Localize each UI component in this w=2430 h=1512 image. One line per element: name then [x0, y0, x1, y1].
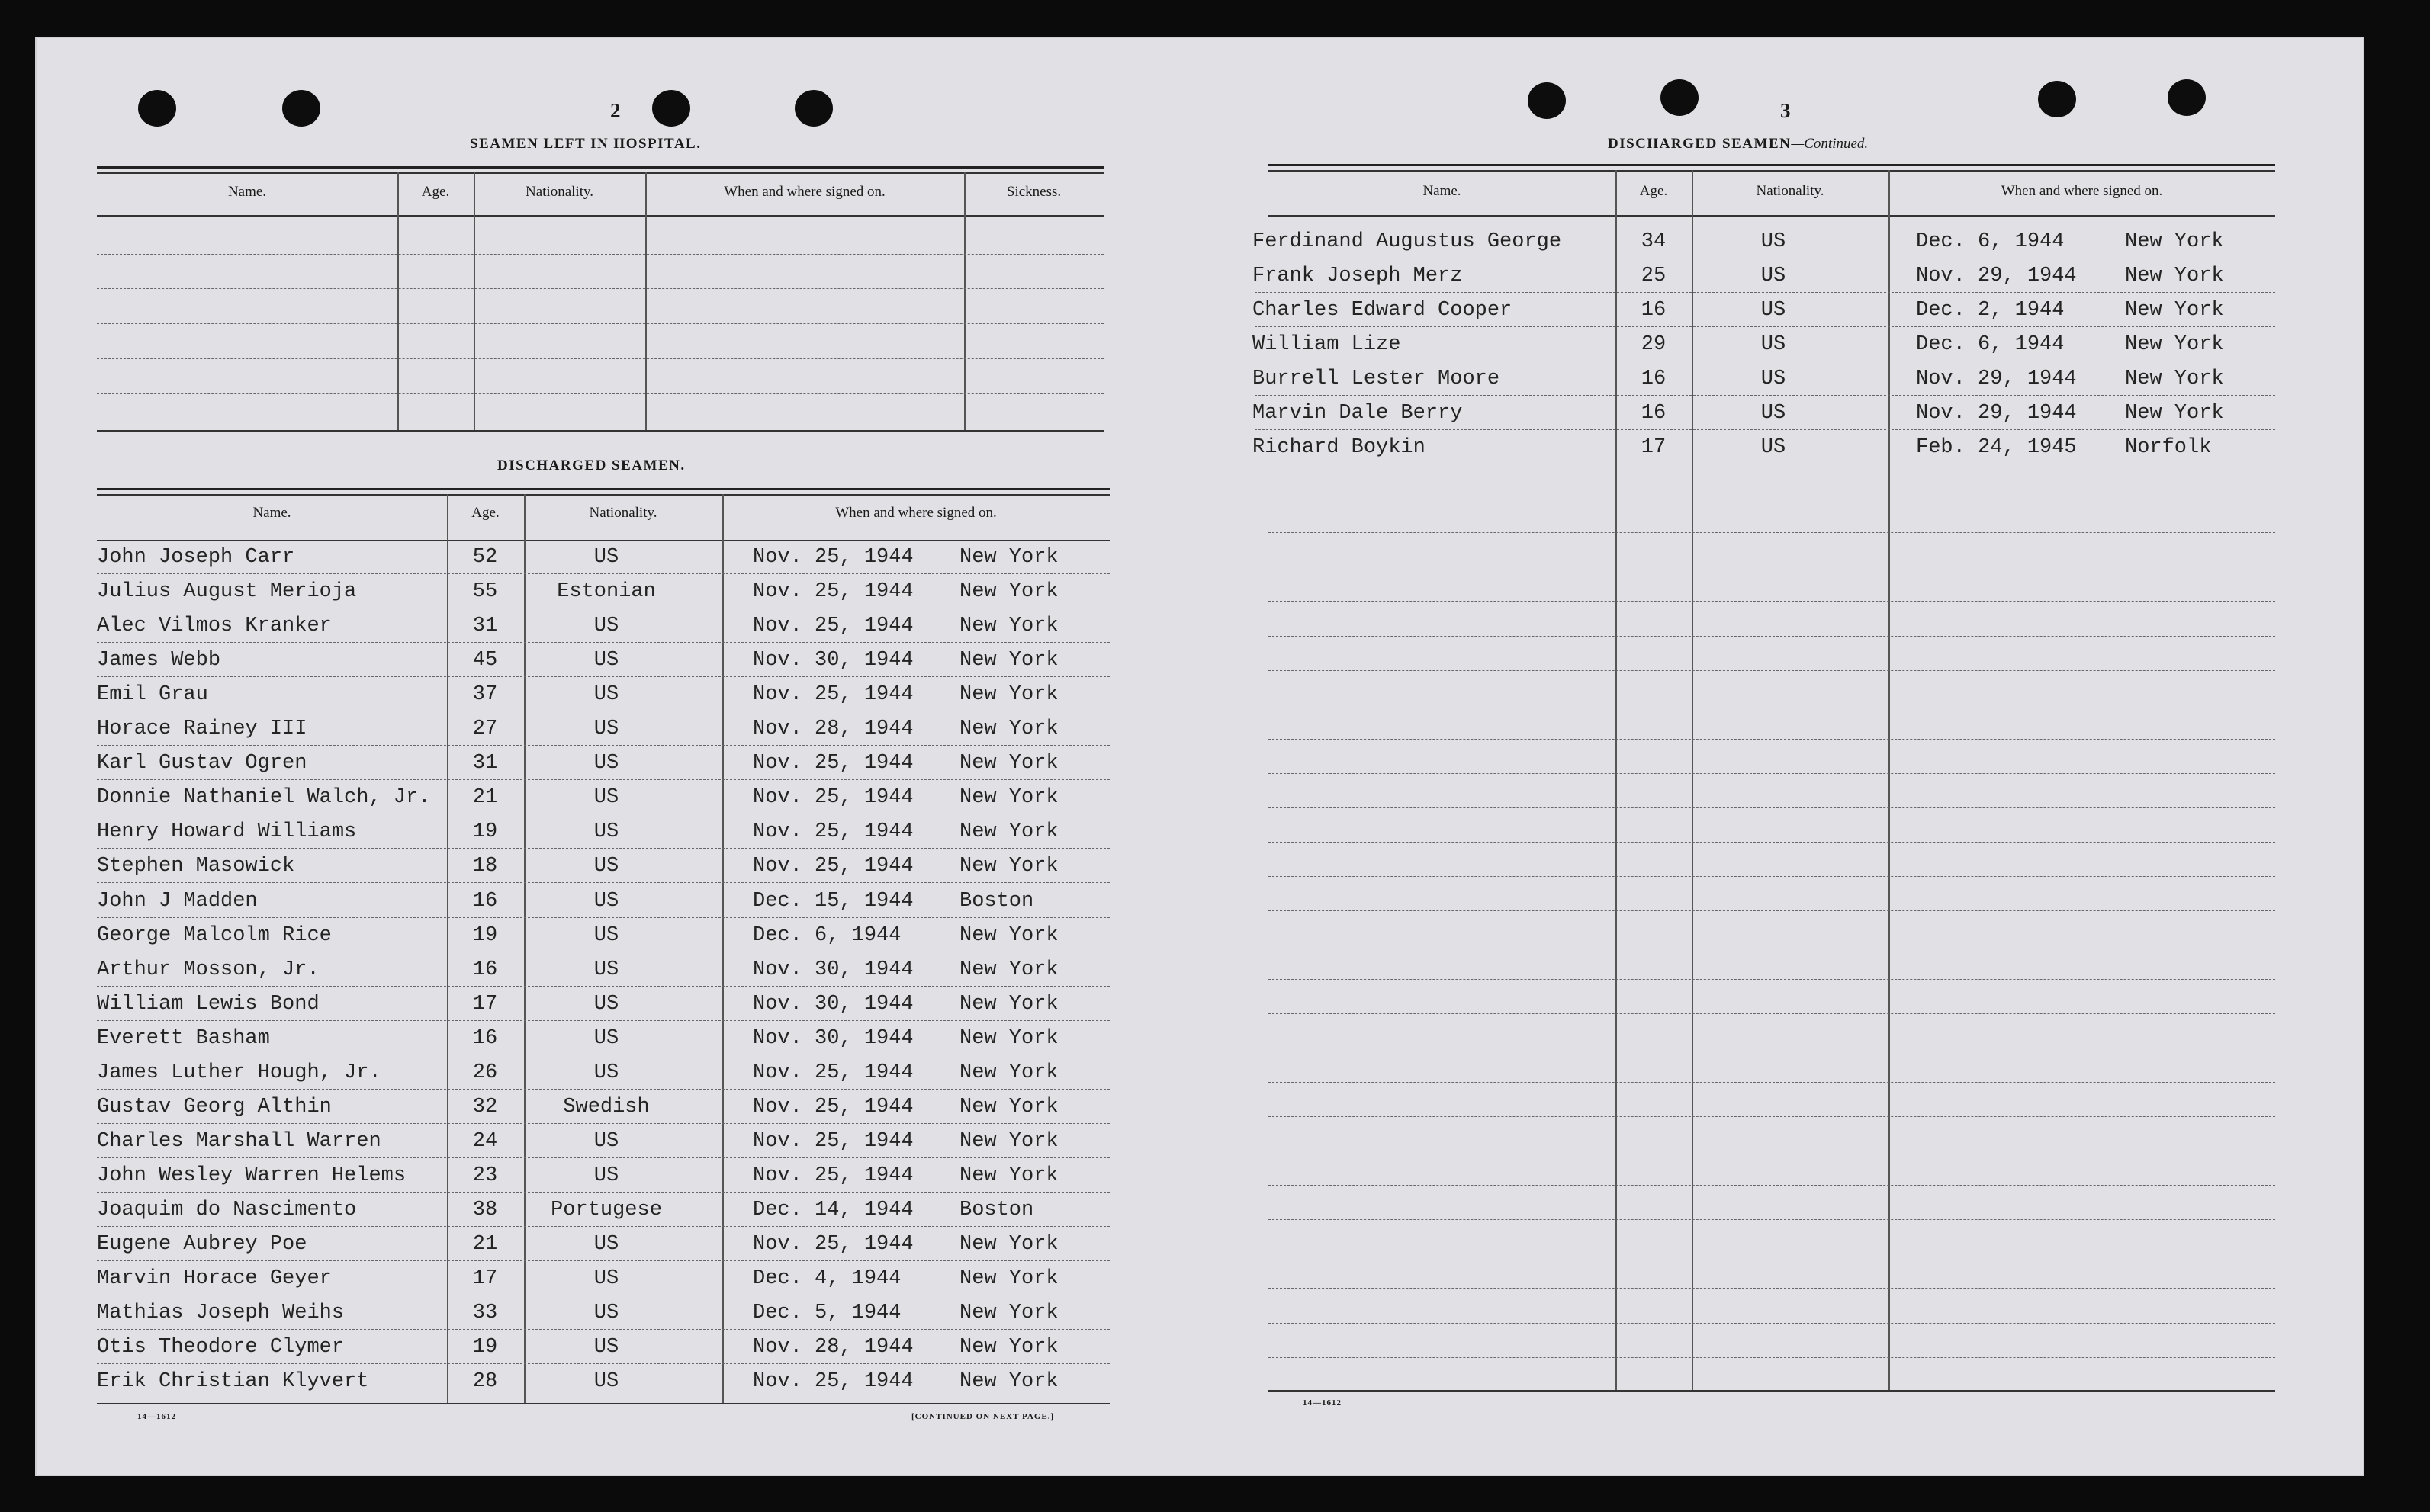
table-row: [97, 1264, 1110, 1298]
ruled-line: [1255, 326, 2275, 327]
column-header-sickness: Sickness.: [1006, 184, 1062, 200]
signed-on-date: Nov. 25, 1944: [753, 1233, 914, 1256]
seaman-nationality: US: [593, 1233, 619, 1256]
signed-on-place: New York: [959, 1164, 1059, 1187]
divider: [97, 166, 1104, 169]
signed-on-place: New York: [2125, 368, 2224, 391]
ruled-line: [1268, 910, 2275, 911]
seaman-name: William Lize: [1252, 333, 1401, 357]
signed-on-place: New York: [959, 1267, 1059, 1291]
ruled-line: [97, 358, 1104, 359]
seaman-nationality: Swedish: [563, 1095, 650, 1119]
signed-on-date: Feb. 24, 1945: [1916, 436, 2077, 460]
form-number: 14—1612: [137, 1412, 176, 1421]
seaman-age: 32: [472, 1095, 498, 1119]
table-row: [97, 1024, 1110, 1058]
signed-on-date: Dec. 6, 1944: [1916, 333, 2065, 357]
column-header-age: Age.: [471, 505, 500, 521]
signed-on-place: New York: [959, 649, 1059, 673]
seaman-name: Julius August Merioja: [97, 580, 357, 604]
seaman-age: 17: [1641, 436, 1667, 460]
seaman-name: Richard Boykin: [1252, 436, 1426, 460]
column-divider: [645, 172, 647, 430]
signed-on-date: Nov. 29, 1944: [1916, 368, 2077, 391]
signed-on-date: Nov. 25, 1944: [753, 786, 914, 810]
divider: [97, 172, 1104, 174]
signed-on-date: Nov. 30, 1944: [753, 1026, 914, 1050]
seaman-age: 34: [1641, 230, 1667, 253]
punch-hole: [795, 90, 833, 127]
ruled-line: [97, 323, 1104, 324]
signed-on-place: New York: [959, 615, 1059, 638]
column-header-signed-on: When and where signed on.: [724, 184, 886, 200]
seaman-age: 17: [472, 992, 498, 1016]
divider: [97, 494, 1110, 496]
signed-on-date: Dec. 2, 1944: [1916, 299, 2065, 323]
signed-on-date: Dec. 14, 1944: [753, 1198, 914, 1221]
table-row: [1252, 262, 2275, 295]
seaman-nationality: US: [1760, 436, 1786, 460]
seaman-nationality: US: [1760, 265, 1786, 288]
divider: [97, 1403, 1110, 1404]
signed-on-place: New York: [959, 1026, 1059, 1050]
ruled-line: [1268, 1323, 2275, 1324]
seaman-name: Donnie Nathaniel Walch, Jr.: [97, 786, 431, 810]
ruled-line: [97, 393, 1104, 394]
seaman-age: 33: [472, 1302, 498, 1325]
seaman-name: Erik Christian Klyvert: [97, 1370, 369, 1394]
signed-on-place: New York: [2125, 230, 2224, 253]
seaman-age: 25: [1641, 265, 1667, 288]
header-rule: [1268, 215, 2275, 217]
signed-on-place: New York: [959, 855, 1059, 878]
ruled-line: [1268, 842, 2275, 843]
ruled-line: [97, 1192, 1110, 1193]
signed-on-date: Nov. 25, 1944: [753, 580, 914, 604]
seaman-age: 31: [472, 615, 498, 638]
seaman-name: Karl Gustav Ogren: [97, 752, 307, 775]
ruled-line: [97, 1363, 1110, 1364]
seaman-nationality: US: [593, 1267, 619, 1291]
seaman-name: James Luther Hough, Jr.: [97, 1061, 381, 1084]
ruled-line: [1255, 429, 2275, 430]
divider: [1268, 170, 2275, 172]
seaman-name: Marvin Dale Berry: [1252, 402, 1463, 425]
continued-note: [CONTINUED ON NEXT PAGE.]: [911, 1412, 1055, 1421]
hospital-section-title: SEAMEN LEFT IN HOSPITAL.: [470, 136, 702, 152]
column-divider: [964, 172, 966, 430]
signed-on-place: Boston: [959, 889, 1034, 913]
table-row: [97, 1230, 1110, 1263]
signed-on-date: Nov. 25, 1944: [753, 1129, 914, 1153]
seaman-age: 19: [472, 1336, 498, 1360]
ruled-line: [1268, 807, 2275, 808]
seaman-name: Emil Grau: [97, 683, 208, 707]
seaman-name: Burrell Lester Moore: [1252, 368, 1500, 391]
signed-on-date: Dec. 6, 1944: [1916, 230, 2065, 253]
seaman-nationality: US: [593, 820, 619, 844]
table-row: [97, 852, 1110, 885]
signed-on-place: New York: [959, 958, 1059, 981]
ruled-line: [1268, 876, 2275, 877]
signed-on-date: Nov. 25, 1944: [753, 855, 914, 878]
table-row: [97, 1299, 1110, 1332]
seaman-nationality: US: [593, 717, 619, 741]
table-row: [1252, 433, 2275, 467]
divider: [97, 488, 1110, 490]
signed-on-place: Norfolk: [2125, 436, 2212, 460]
column-header-signed-on: When and where signed on.: [835, 505, 997, 521]
page-number: 3: [1780, 99, 1791, 122]
column-header-signed-on: When and where signed on.: [2001, 183, 2163, 199]
signed-on-date: Nov. 30, 1944: [753, 958, 914, 981]
table-row: [97, 749, 1110, 782]
punch-hole: [652, 90, 690, 127]
signed-on-date: Dec. 4, 1944: [753, 1267, 902, 1291]
seaman-nationality: US: [593, 1026, 619, 1050]
ruled-line: [97, 573, 1110, 574]
signed-on-date: Nov. 29, 1944: [1916, 265, 2077, 288]
table-row: [97, 921, 1110, 955]
seaman-age: 21: [472, 786, 498, 810]
seaman-age: 16: [1641, 299, 1667, 323]
seaman-age: 21: [472, 1233, 498, 1256]
ruled-line: [97, 917, 1110, 918]
ruled-line: [1268, 1219, 2275, 1220]
seaman-name: Gustav Georg Althin: [97, 1095, 332, 1119]
signed-on-place: New York: [959, 1095, 1059, 1119]
seaman-name: Charles Edward Cooper: [1252, 299, 1512, 323]
ruled-line: [97, 1226, 1110, 1227]
form-number: 14—1612: [1303, 1398, 1342, 1408]
signed-on-date: Dec. 6, 1944: [753, 923, 902, 947]
seaman-name: Arthur Mosson, Jr.: [97, 958, 320, 981]
seaman-nationality: US: [593, 1129, 619, 1153]
table-row: [97, 1333, 1110, 1366]
seaman-nationality: Estonian: [557, 580, 656, 604]
signed-on-date: Nov. 25, 1944: [753, 1370, 914, 1394]
divider: [1268, 164, 2275, 166]
seaman-nationality: US: [1760, 333, 1786, 357]
column-header-nationality: Nationality.: [1756, 183, 1824, 199]
seaman-age: 16: [1641, 402, 1667, 425]
seaman-age: 18: [472, 855, 498, 878]
table-row: [97, 714, 1110, 748]
page-number: 2: [610, 99, 621, 122]
seaman-nationality: US: [593, 1336, 619, 1360]
seaman-name: William Lewis Bond: [97, 992, 320, 1016]
ruled-line: [97, 1260, 1110, 1261]
seaman-nationality: US: [1760, 299, 1786, 323]
divider: [1268, 1390, 2275, 1392]
ruled-line: [97, 1089, 1110, 1090]
seaman-nationality: US: [1760, 368, 1786, 391]
column-divider: [397, 172, 399, 430]
seaman-nationality: Portugese: [551, 1198, 662, 1221]
seaman-nationality: US: [1760, 230, 1786, 253]
signed-on-date: Nov. 28, 1944: [753, 717, 914, 741]
seaman-age: 16: [472, 1026, 498, 1050]
table-row: [97, 646, 1110, 679]
seaman-name: Ferdinand Augustus George: [1252, 230, 1562, 253]
seaman-name: Mathias Joseph Weihs: [97, 1302, 345, 1325]
seaman-name: George Malcolm Rice: [97, 923, 332, 947]
seaman-nationality: US: [593, 1164, 619, 1187]
table-row: [97, 817, 1110, 851]
table-row: [97, 1127, 1110, 1160]
column-header-nationality: Nationality.: [589, 505, 657, 521]
signed-on-place: New York: [959, 1302, 1059, 1325]
seaman-nationality: US: [593, 546, 619, 569]
table-row: [97, 783, 1110, 817]
signed-on-date: Nov. 25, 1944: [753, 1061, 914, 1084]
signed-on-date: Nov. 30, 1944: [753, 649, 914, 673]
ruled-line: [1268, 1116, 2275, 1117]
table-row: [1252, 330, 2275, 364]
ruled-line: [1268, 1082, 2275, 1083]
table-row: [97, 1196, 1110, 1229]
table-row: [1252, 399, 2275, 432]
signed-on-place: New York: [959, 683, 1059, 707]
column-header-name: Name.: [1422, 183, 1461, 199]
ruled-line: [1268, 1185, 2275, 1186]
column-divider: [474, 172, 475, 430]
signed-on-date: Nov. 25, 1944: [753, 683, 914, 707]
column-header-name: Name.: [252, 505, 291, 521]
signed-on-date: Dec. 15, 1944: [753, 889, 914, 913]
punch-hole: [2038, 81, 2076, 117]
punch-hole: [1528, 82, 1566, 119]
signed-on-date: Nov. 30, 1944: [753, 992, 914, 1016]
table-row: [97, 990, 1110, 1023]
signed-on-place: New York: [959, 752, 1059, 775]
signed-on-date: Nov. 29, 1944: [1916, 402, 2077, 425]
ruled-line: [1268, 532, 2275, 533]
seaman-nationality: US: [593, 752, 619, 775]
column-header-age: Age.: [421, 184, 450, 200]
ruled-line: [1268, 1357, 2275, 1358]
table-row: [97, 680, 1110, 714]
ruled-line: [1268, 670, 2275, 671]
seaman-name: Otis Theodore Clymer: [97, 1336, 345, 1360]
signed-on-date: Nov. 25, 1944: [753, 752, 914, 775]
signed-on-place: New York: [959, 786, 1059, 810]
signed-on-place: New York: [2125, 299, 2224, 323]
table-row: [1252, 227, 2275, 261]
signed-on-date: Nov. 25, 1944: [753, 1095, 914, 1119]
ruled-line: [97, 642, 1110, 643]
table-row: [97, 1367, 1110, 1401]
ruled-line: [1268, 773, 2275, 774]
signed-on-date: Nov. 25, 1944: [753, 1164, 914, 1187]
signed-on-date: Nov. 25, 1944: [753, 546, 914, 569]
signed-on-place: New York: [2125, 265, 2224, 288]
signed-on-place: New York: [959, 1336, 1059, 1360]
divider: [97, 430, 1104, 432]
punch-hole: [282, 90, 320, 127]
ruled-line: [97, 1020, 1110, 1021]
ruled-line: [1268, 1288, 2275, 1289]
table-row: [97, 543, 1110, 576]
seaman-age: 23: [472, 1164, 498, 1187]
punch-hole: [2168, 79, 2206, 116]
ruled-line: [97, 986, 1110, 987]
seaman-nationality: US: [593, 1370, 619, 1394]
signed-on-place: New York: [959, 546, 1059, 569]
seaman-name: John J Madden: [97, 889, 258, 913]
ruled-line: [1255, 292, 2275, 293]
signed-on-place: New York: [959, 820, 1059, 844]
seaman-nationality: US: [593, 992, 619, 1016]
seaman-name: Horace Rainey III: [97, 717, 307, 741]
section-title-text: DISCHARGED SEAMEN: [1608, 136, 1792, 152]
signed-on-place: New York: [959, 992, 1059, 1016]
signed-on-place: New York: [959, 580, 1059, 604]
ruled-line: [97, 288, 1104, 289]
table-row: [1252, 296, 2275, 329]
seaman-age: 31: [472, 752, 498, 775]
signed-on-date: Nov. 25, 1944: [753, 820, 914, 844]
seaman-age: 16: [472, 958, 498, 981]
ruled-line: [97, 779, 1110, 780]
seaman-name: Alec Vilmos Kranker: [97, 615, 332, 638]
seaman-age: 26: [472, 1061, 498, 1084]
seaman-name: Frank Joseph Merz: [1252, 265, 1463, 288]
seaman-age: 29: [1641, 333, 1667, 357]
table-row: [1252, 364, 2275, 398]
seaman-age: 24: [472, 1129, 498, 1153]
seaman-name: John Wesley Warren Helems: [97, 1164, 407, 1187]
signed-on-place: New York: [2125, 402, 2224, 425]
ruled-line: [97, 1157, 1110, 1158]
seaman-nationality: US: [593, 683, 619, 707]
punch-hole: [1660, 79, 1699, 116]
table-row: [97, 1161, 1110, 1195]
seaman-name: John Joseph Carr: [97, 546, 295, 569]
ruled-line: [1268, 1013, 2275, 1014]
seaman-nationality: US: [1760, 402, 1786, 425]
seaman-age: 37: [472, 683, 498, 707]
ruled-line: [97, 1123, 1110, 1124]
seaman-nationality: US: [593, 958, 619, 981]
seaman-age: 55: [472, 580, 498, 604]
seaman-nationality: US: [593, 923, 619, 947]
seaman-age: 19: [472, 923, 498, 947]
seaman-name: Charles Marshall Warren: [97, 1129, 381, 1153]
seaman-nationality: US: [593, 615, 619, 638]
table-row: [97, 612, 1110, 645]
ruled-line: [97, 254, 1104, 255]
table-row: [97, 1058, 1110, 1092]
ruled-line: [97, 1329, 1110, 1330]
signed-on-place: New York: [959, 1129, 1059, 1153]
seaman-age: 28: [472, 1370, 498, 1394]
ruled-line: [1268, 979, 2275, 980]
column-header-nationality: Nationality.: [526, 184, 593, 200]
signed-on-place: Boston: [959, 1198, 1034, 1221]
seaman-nationality: US: [593, 1061, 619, 1084]
table-row: [97, 887, 1110, 920]
seaman-nationality: US: [593, 889, 619, 913]
signed-on-date: Dec. 5, 1944: [753, 1302, 902, 1325]
ruled-line: [97, 745, 1110, 746]
section-title-suffix: —Continued.: [1791, 136, 1869, 152]
signed-on-place: New York: [959, 1233, 1059, 1256]
ruled-line: [1268, 739, 2275, 740]
punch-hole: [138, 90, 176, 127]
seaman-nationality: US: [593, 786, 619, 810]
seaman-age: 16: [1641, 368, 1667, 391]
column-header-age: Age.: [1639, 183, 1668, 199]
seaman-name: Marvin Horace Geyer: [97, 1267, 332, 1291]
seaman-name: Everett Basham: [97, 1026, 270, 1050]
header-rule: [97, 540, 1110, 541]
discharged-continued-title: [1608, 136, 1868, 152]
seaman-name: James Webb: [97, 649, 221, 673]
ruled-line: [97, 882, 1110, 883]
signed-on-place: New York: [959, 1370, 1059, 1394]
signed-on-date: Nov. 28, 1944: [753, 1336, 914, 1360]
seaman-nationality: US: [593, 855, 619, 878]
seaman-name: Henry Howard Williams: [97, 820, 357, 844]
column-header-name: Name.: [227, 184, 267, 200]
ruled-line: [1255, 395, 2275, 396]
seaman-age: 52: [472, 546, 498, 569]
table-row: [97, 577, 1110, 611]
seaman-nationality: US: [593, 649, 619, 673]
seaman-age: 19: [472, 820, 498, 844]
ruled-line: [1268, 601, 2275, 602]
seaman-name: Stephen Masowick: [97, 855, 295, 878]
seaman-nationality: US: [593, 1302, 619, 1325]
ruled-line: [1268, 636, 2275, 637]
seaman-name: Joaquim do Nascimento: [97, 1198, 357, 1221]
seaman-age: 17: [472, 1267, 498, 1291]
table-row: [97, 1093, 1110, 1126]
signed-on-place: New York: [2125, 333, 2224, 357]
seaman-age: 45: [472, 649, 498, 673]
ruled-line: [97, 676, 1110, 677]
header-rule: [97, 215, 1104, 217]
table-row: [97, 955, 1110, 989]
seaman-name: Eugene Aubrey Poe: [97, 1233, 307, 1256]
signed-on-place: New York: [959, 1061, 1059, 1084]
signed-on-place: New York: [959, 923, 1059, 947]
seaman-age: 38: [472, 1198, 498, 1221]
signed-on-date: Nov. 25, 1944: [753, 615, 914, 638]
ruled-line: [97, 848, 1110, 849]
signed-on-place: New York: [959, 717, 1059, 741]
seaman-age: 16: [472, 889, 498, 913]
seaman-age: 27: [472, 717, 498, 741]
discharged-section-title: DISCHARGED SEAMEN.: [497, 457, 686, 474]
